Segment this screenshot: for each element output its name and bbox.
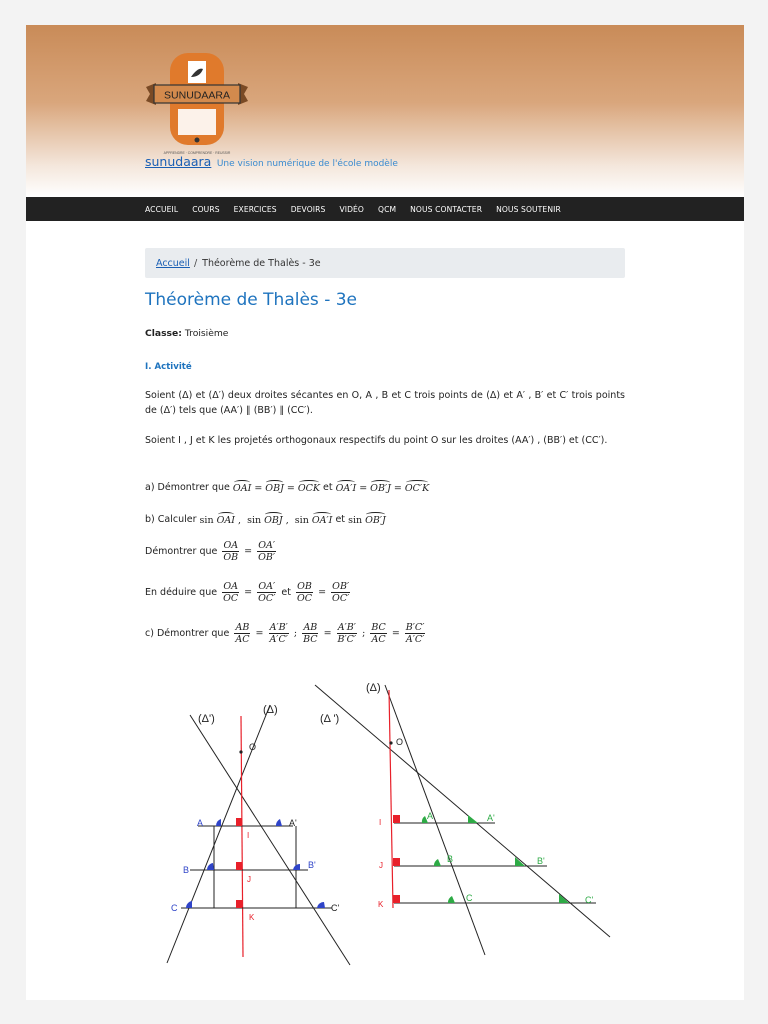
svg-text:K: K [378, 900, 384, 909]
question-c-prefix: c) Démontrer que [145, 628, 230, 639]
nav-accueil[interactable]: ACCUEIL [145, 204, 179, 214]
right-diagram [315, 682, 610, 955]
question-a [145, 480, 429, 494]
svg-text:C: C [171, 903, 178, 913]
paragraph-2: Soient I , J et K les projetés orthogonaux respectifs du point O sur les droites (AA′) , (BB′) et (CC′). [145, 435, 608, 446]
sunudaara-logo[interactable] [142, 47, 252, 157]
svg-text:B': B' [537, 856, 545, 866]
question-a-formula-2: OA′I = OB′J = OC′K [336, 480, 430, 494]
word-et: et [335, 513, 346, 525]
classe-label: Classe: [145, 328, 182, 339]
nav-qcm[interactable]: QCM [378, 204, 397, 214]
breadcrumb-current: Théorème de Thalès - 3e [202, 257, 321, 269]
svg-text:(Δ '): (Δ ') [320, 713, 340, 725]
svg-text:(Δ): (Δ) [263, 704, 278, 716]
page-title: Théorème de Thalès - 3e [145, 290, 358, 310]
fraction: $\frac{OA}{OC}$ [223, 581, 239, 604]
question-b-formula-2: sin OB′J [348, 512, 386, 526]
svg-text:C': C' [585, 895, 594, 905]
demontrer-line: Démontrer que $\frac{OA}{OB}$ = $\frac{OA'}{OB'}$ [145, 540, 276, 563]
fraction: $\frac{OA}{OB}$ [223, 540, 239, 563]
svg-text:O: O [249, 742, 257, 752]
svg-text:A: A [427, 811, 434, 821]
thales-figure [145, 675, 625, 970]
nav-exercices[interactable]: EXERCICES [233, 204, 277, 214]
svg-text:I: I [247, 831, 250, 840]
breadcrumb-separator: / [193, 257, 198, 269]
svg-text:C': C' [331, 903, 340, 913]
left-diagram [167, 704, 350, 965]
question-a-prefix: a) Démontrer que [145, 481, 230, 493]
site-tagline: Une vision numérique de l'école modèle [216, 159, 398, 169]
fraction: $\frac{A'B'}{A'C'}$ [269, 622, 288, 645]
main-navigation [26, 197, 744, 221]
svg-text:A': A' [289, 818, 297, 828]
svg-text:A: A [197, 818, 204, 828]
nav-cours[interactable]: COURS [192, 204, 220, 214]
svg-text:J: J [247, 875, 251, 884]
fraction: $\frac{B'C'}{A'C'}$ [405, 622, 425, 645]
nav-nous-contacter[interactable]: NOUS CONTACTER [410, 204, 483, 214]
svg-text:K: K [249, 913, 255, 922]
classe-value: Troisième [184, 328, 229, 339]
site-header [26, 25, 744, 197]
svg-text:I: I [379, 818, 382, 827]
fraction: $\frac{OA'}{OC'}$ [258, 581, 276, 604]
section-heading: I. Activité [145, 362, 192, 372]
question-b [145, 512, 386, 526]
svg-text:B: B [183, 865, 190, 875]
site-branding [145, 154, 398, 169]
question-c: c) Démontrer que $\frac{AB}{AC}$ = $\frac{A'B'}{A'C'}$ ; $\frac{AB}{BC}$ = $\frac{A'B'}{B'C'}$ ; $\frac{BC}{AC}$ = $\frac{B'C'}{A'C'}$ [145, 622, 425, 645]
svg-text:A': A' [487, 813, 495, 823]
svg-text:SUNUDAARA: SUNUDAARA [164, 89, 230, 102]
word-et: et [323, 481, 333, 493]
svg-text:J: J [379, 861, 383, 870]
breadcrumb [145, 248, 625, 278]
question-a-formula: OAI = OBJ = OCK [233, 480, 320, 494]
breadcrumb-home-link[interactable]: Accueil [156, 257, 190, 269]
svg-text:B: B [447, 854, 454, 864]
fraction: $\frac{OB'}{OC'}$ [332, 581, 350, 604]
demontrer-prefix: Démontrer que [145, 546, 218, 557]
fraction: $\frac{AB}{AC}$ [235, 622, 250, 645]
fraction: $\frac{A'B'}{B'C'}$ [337, 622, 357, 645]
question-b-formula: sin OAI , sin OBJ , sin OA′I [200, 512, 333, 526]
word-et: et [281, 587, 291, 598]
page-container [26, 25, 744, 1000]
deduire-line: En déduire que $\frac{OA}{OC}$ = $\frac{OA'}{OC'}$ et $\frac{OB}{OC}$ = $\frac{OB'}{OC'}$ [145, 581, 350, 604]
deduire-prefix: En déduire que [145, 587, 218, 598]
nav-devoirs[interactable]: DEVOIRS [290, 204, 326, 214]
svg-text:(Δ'): (Δ') [198, 713, 215, 725]
fraction: $\frac{OB}{OC}$ [297, 581, 313, 604]
fraction: $\frac{OA'}{OB'}$ [258, 540, 276, 563]
site-name-link[interactable]: sunudaara [145, 154, 212, 169]
nav-video[interactable]: VIDÉO [339, 204, 364, 214]
svg-text:B': B' [308, 860, 316, 870]
paragraph-1: Soient (Δ) et (Δ′) deux droites sécantes en O, A , B et C trois points de (Δ) et A′ , B′ et C′ trois points de (Δ′) tels que (AA′) ∥ (BB′) ∥ (CC′). [145, 390, 625, 416]
svg-text:O: O [396, 737, 404, 747]
classe-line [145, 328, 228, 339]
svg-text:(Δ): (Δ) [366, 682, 381, 694]
fraction: $\frac{BC}{AC}$ [371, 622, 386, 645]
question-b-prefix: b) Calculer [145, 513, 197, 525]
nav-nous-soutenir[interactable]: NOUS SOUTENIR [496, 204, 561, 214]
fraction: $\frac{AB}{BC}$ [303, 622, 318, 645]
svg-text:C: C [466, 893, 473, 903]
svg-text:APPRENDRE · COMPRENDRE · REUSS: APPRENDRE · COMPRENDRE · REUSSIR [163, 151, 231, 155]
